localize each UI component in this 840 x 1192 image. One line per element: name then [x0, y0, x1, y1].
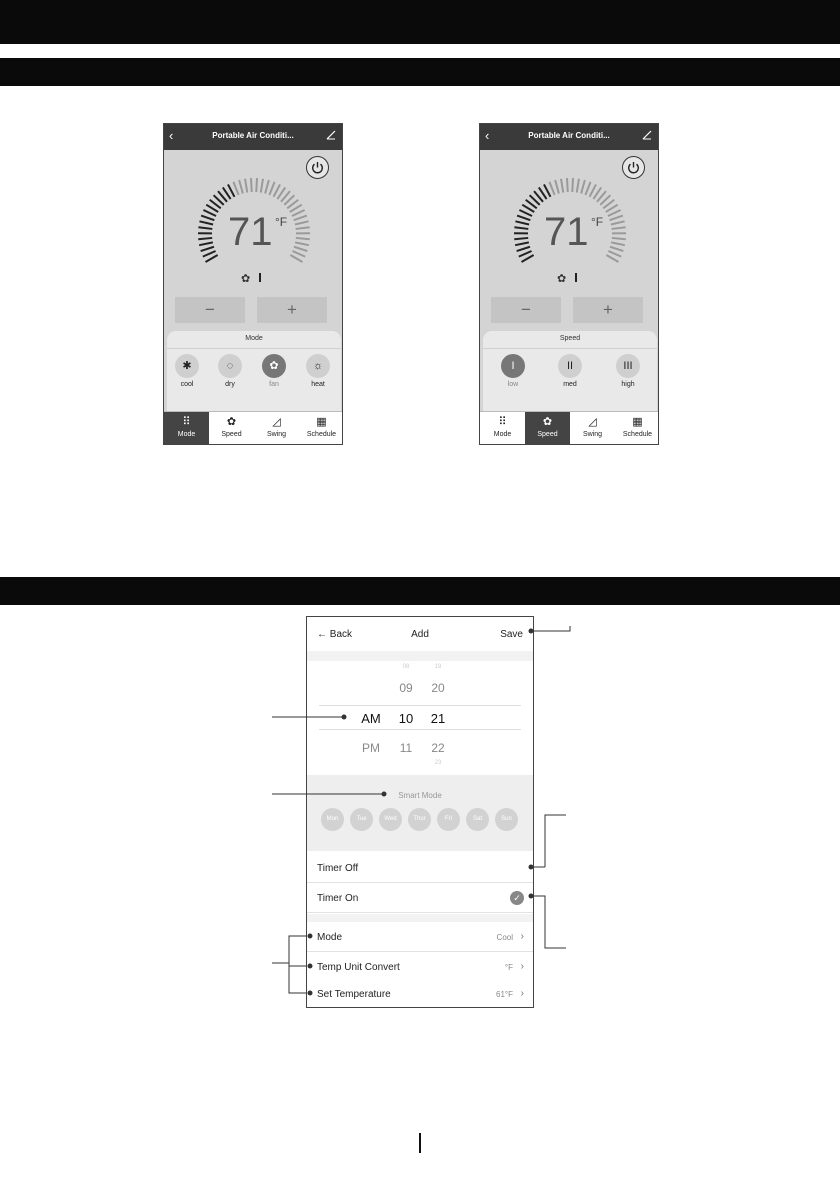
- droplet-icon: ◌: [218, 354, 242, 378]
- callout-save: [531, 626, 570, 631]
- picker-minute[interactable]: 20: [431, 681, 445, 695]
- callout-dot: [308, 934, 313, 939]
- smart-mode-label: Smart Mode: [398, 791, 442, 800]
- callout-dot: [308, 964, 313, 969]
- calendar-icon: ▦: [316, 416, 327, 428]
- snowflake-icon: ✱: [175, 354, 199, 378]
- fan-icon: ✿: [226, 416, 237, 428]
- setting-label: Temp Unit Convert: [317, 962, 400, 973]
- grid-icon: ⠿: [182, 416, 191, 428]
- temperature-unit: °F: [275, 215, 288, 229]
- speed-med-icon: II: [558, 354, 582, 378]
- tab-label: Speed: [537, 431, 558, 438]
- option-label: dry: [225, 381, 235, 388]
- app-title: Portable Air Conditi...: [212, 131, 294, 140]
- timer-off-label: Timer Off: [317, 863, 359, 874]
- speed-high-icon: III: [616, 354, 640, 378]
- increase-temp-button[interactable]: +: [257, 297, 327, 323]
- callout-settings-bracket: [289, 936, 307, 993]
- callout-dot: [382, 792, 387, 797]
- picker-hour[interactable]: 11: [399, 741, 413, 755]
- day-thur[interactable]: Thur: [408, 808, 431, 831]
- page-title: Add: [411, 629, 429, 640]
- day-wed[interactable]: Wed: [379, 808, 402, 831]
- setting-value: °F: [504, 963, 513, 972]
- option-label: low: [507, 381, 519, 388]
- temperature-value: 71: [544, 210, 589, 254]
- chevron-right-icon: ›: [520, 988, 524, 999]
- tab-label: Speed: [221, 431, 242, 438]
- option-label: heat: [311, 381, 325, 388]
- picker-hour-faded: 08: [402, 664, 410, 670]
- timer-on-label: Timer On: [317, 893, 359, 904]
- tab-label: Schedule: [306, 431, 337, 438]
- day-sat[interactable]: Sat: [466, 808, 489, 831]
- callout-dot: [529, 894, 534, 899]
- setting-value: Cool: [496, 933, 513, 942]
- sun-icon: ☼: [306, 354, 330, 378]
- option-label: cool: [180, 381, 194, 388]
- picker-minute-faded: 19: [434, 664, 442, 670]
- setting-label: Set Temperature: [317, 989, 391, 1000]
- tab-label: Mode: [493, 431, 512, 438]
- tab-label: Swing: [582, 431, 603, 438]
- decrease-temp-button[interactable]: −: [175, 297, 245, 323]
- picker-minute-faded: 23: [434, 760, 442, 766]
- grid-icon: ⠿: [498, 416, 507, 428]
- tab-label: Swing: [266, 431, 287, 438]
- calendar-icon: ▦: [632, 416, 643, 428]
- speed-low-icon: I: [501, 354, 525, 378]
- picker-minute-selected[interactable]: 21: [430, 711, 446, 726]
- increase-temp-button[interactable]: +: [573, 297, 643, 323]
- fan-icon: ✿: [262, 354, 286, 378]
- chevron-right-icon: ›: [520, 961, 524, 972]
- check-icon: ✓: [510, 891, 524, 905]
- callout-dot: [308, 991, 313, 996]
- day-mon[interactable]: Mon: [321, 808, 344, 831]
- app-title: Portable Air Conditi...: [528, 131, 610, 140]
- fan-speed-icon: ✿: [557, 273, 567, 285]
- picker-minute[interactable]: 22: [431, 741, 445, 755]
- temperature-unit: °F: [591, 215, 604, 229]
- option-label: med: [563, 381, 577, 388]
- decrease-temp-button[interactable]: −: [491, 297, 561, 323]
- callout-dot: [342, 715, 347, 720]
- swing-icon: ◿: [272, 416, 281, 428]
- day-fri[interactable]: Fri: [437, 808, 460, 831]
- back-icon[interactable]: ‹: [485, 128, 490, 143]
- sheet-title: Mode: [245, 335, 263, 342]
- picker-ampm-selected[interactable]: AM: [361, 711, 381, 726]
- back-label: Back: [329, 629, 353, 640]
- callout-timer-on: [531, 896, 566, 948]
- tab-label: Mode: [177, 431, 196, 438]
- picker-hour-selected[interactable]: 10: [398, 711, 414, 726]
- chevron-right-icon: ›: [520, 931, 524, 942]
- day-sun[interactable]: Sun: [495, 808, 518, 831]
- day-tue[interactable]: Tue: [350, 808, 373, 831]
- sheet-title: Speed: [559, 335, 581, 342]
- setting-value: 61°F: [496, 990, 513, 999]
- setting-label: Mode: [317, 932, 343, 943]
- fan-icon: ✿: [542, 416, 553, 428]
- temperature-value: 71: [228, 210, 273, 254]
- tab-label: Schedule: [622, 431, 653, 438]
- picker-ampm[interactable]: PM: [362, 741, 380, 755]
- back-icon[interactable]: ‹: [169, 128, 174, 143]
- picker-hour[interactable]: 09: [399, 681, 413, 695]
- arrow-left-icon: ←: [317, 629, 330, 640]
- callout-dot: [529, 629, 534, 634]
- save-button[interactable]: Save: [500, 629, 523, 640]
- option-label: fan: [269, 381, 279, 388]
- option-label: high: [621, 381, 635, 388]
- page-number-marker: [419, 1133, 421, 1153]
- callout-timer-off: [545, 815, 566, 867]
- swing-icon: ◿: [588, 416, 597, 428]
- fan-speed-icon: ✿: [241, 273, 251, 285]
